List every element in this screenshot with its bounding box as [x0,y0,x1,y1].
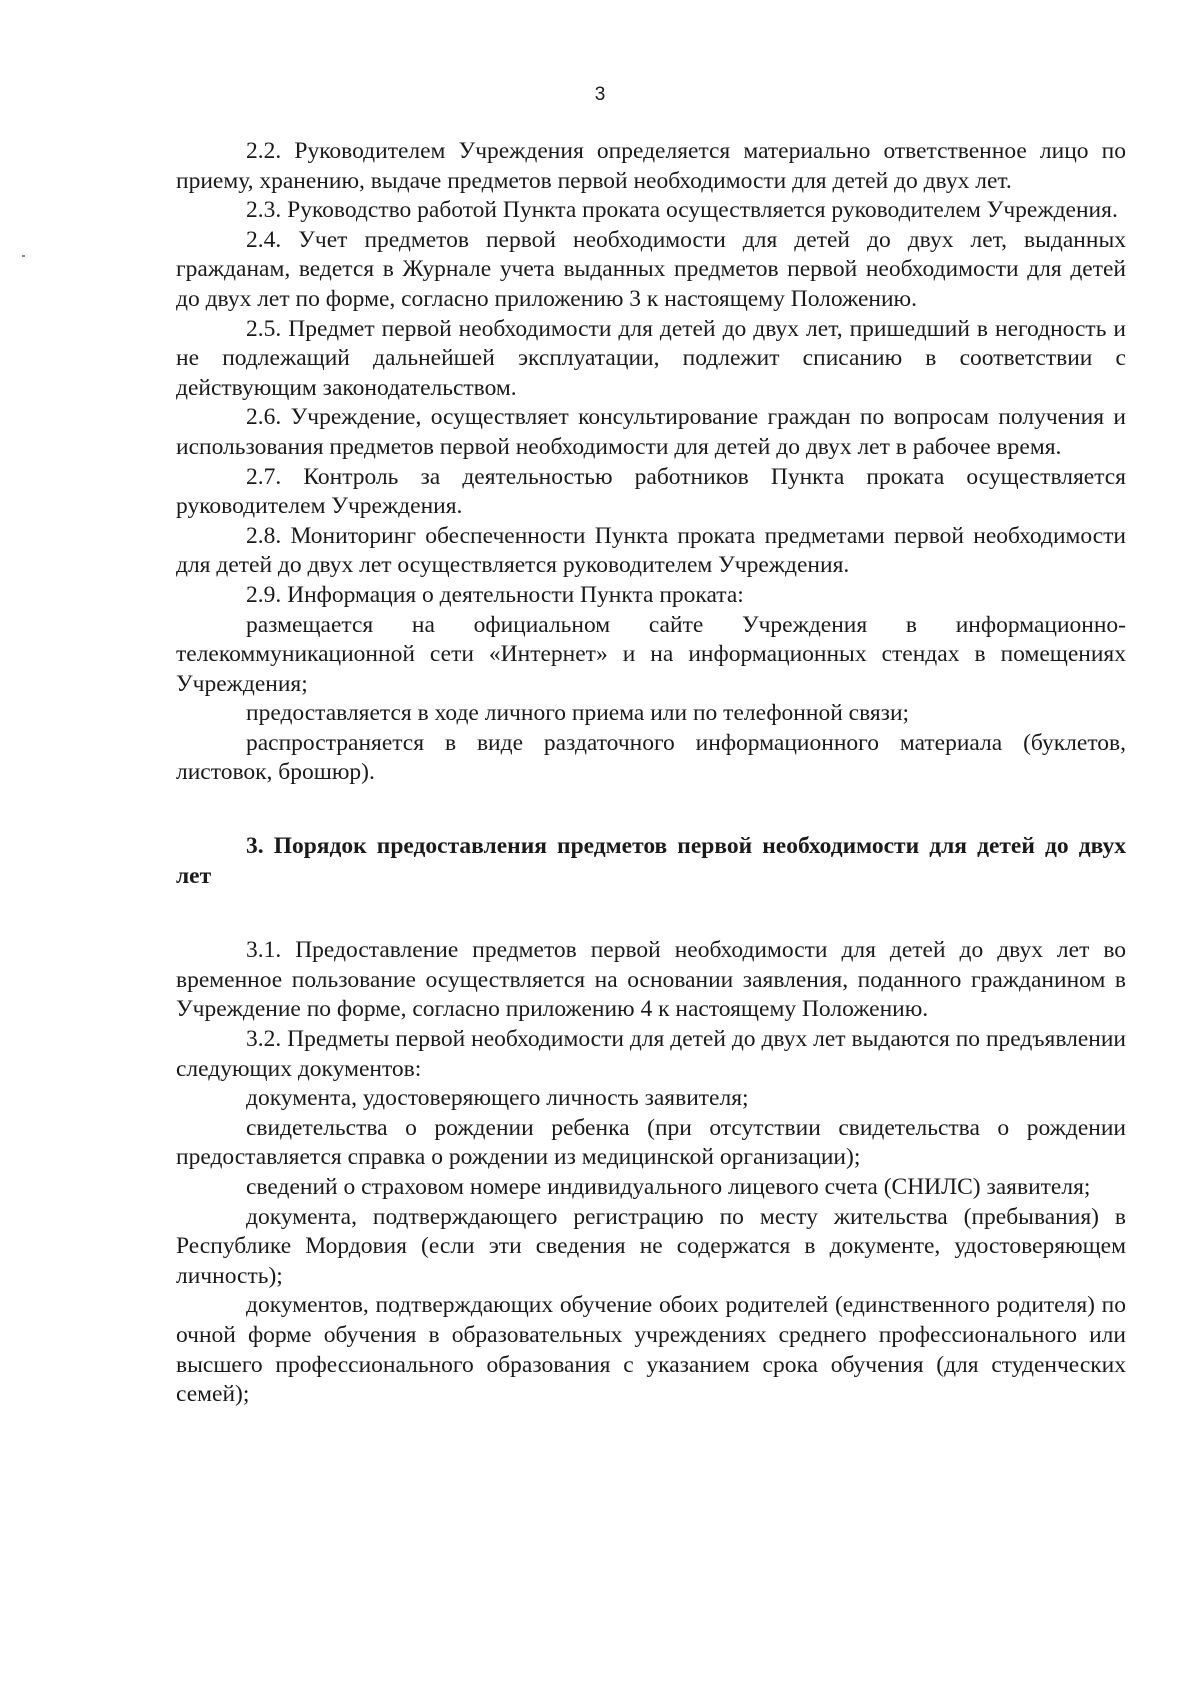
paragraph-2-6: 2.6. Учреждение, осуществляет консультирование граждан по вопросам получения и использования предметов первой необходимости для детей до двух лет в рабочее время. [176,404,1126,460]
paragraph-2-3: 2.3. Руководство работой Пункта проката осуществляется руководителем Учреждения. [246,197,1118,224]
list-item: распространяется в виде раздаточного информационного материала (буклетов, листовок, брошюр). [176,729,1126,786]
list-item: документов, подтверждающих обучение обоих родителей (единственного родителя) по очной форме обучения в образовательных учреждениях среднего профессионального или высшего профессионального образования с указанием срока обучения (для студенческих семей); [176,1292,1126,1408]
list-item: размещается на официальном сайте Учреждения в информационно-телекоммуникационной сети «Интернет» и на информационных стендах в помещениях Учреждения; [176,611,1126,697]
paragraph-2-7: 2.7. Контроль за деятельностью работников Пункта проката осуществляется руководителем Учреждения. [176,463,1126,520]
list-item: документа, удостоверяющего личность заявителя; [246,1085,749,1112]
section-3-heading: 3. Порядок предоставления предметов первой необходимости для детей до двух лет [176,833,1126,889]
paragraph-2-8: 2.8. Мониторинг обеспеченности Пункта проката предметами первой необходимости для детей до двух лет осуществляется руководителем Учреждения. [176,522,1126,579]
paragraph-2-2: 2.2. Руководителем Учреждения определяется материально ответственное лицо по приему, хранению, выдаче предметов первой необходимости для детей до двух лет. [176,138,1126,194]
document-body [176,137,1126,1410]
paragraph-2-9: 2.9. Информация о деятельности Пункта проката: [246,581,744,608]
scan-mark [22,255,25,257]
list-item: предоставляется в ходе личного приема или по телефонной связи; [246,700,910,727]
list-item: сведений о страховом номере индивидуального лицевого счета (СНИЛС) заявителя; [246,1174,1091,1200]
list-item: документа, подтверждающего регистрацию по месту жительства (пребывания) в Республике Мордовия (если эти сведения не содержатся в документе, удостоверяющем личность); [176,1203,1126,1289]
paragraph-3-2: 3.2. Предметы первой необходимости для детей до двух лет выдаются по предъявлении следующих документов: [176,1026,1126,1082]
list-item: свидетельства о рождении ребенка (при отсутствии свидетельства о рождении предоставляется справка о рождении из медицинской организации); [176,1114,1126,1171]
paragraph-3-1: 3.1. Предоставление предметов первой необходимости для детей до двух лет во временное пользование осуществляется на основании заявления, поданного гражданином в Учреждение по форме, согласно приложению 4 к настоящему Положению. [176,937,1126,1023]
paragraph-2-4: 2.4. Учет предметов первой необходимости для детей до двух лет, выданных гражданам, ведется в Журнале учета выданных предметов первой необходимости для детей до двух лет по форме, согласно приложению 3 к настоящему Положению. [176,226,1126,312]
page-number: 3 [594,84,606,105]
paragraph-2-5: 2.5. Предмет первой необходимости для детей до двух лет, пришедший в негодность и не подлежащий дальнейшей эксплуатации, подлежит списанию в соответствии с действующим законодательством. [176,315,1126,401]
